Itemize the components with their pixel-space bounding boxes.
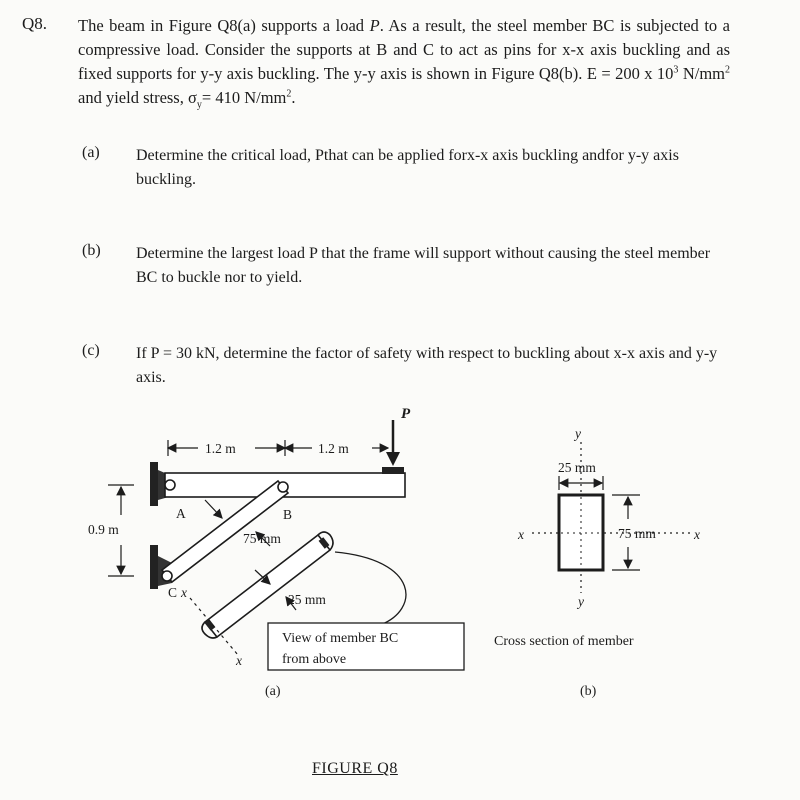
- load-symbol: P: [369, 16, 380, 35]
- width-label: 25 mm: [558, 460, 596, 475]
- yield-value: = 410 N/mm: [201, 88, 287, 107]
- question-number: Q8.: [22, 14, 48, 33]
- view-label-line1: View of member BC: [282, 631, 399, 646]
- modulus-exponent: 3: [673, 64, 679, 76]
- axis-x-top-label: x: [181, 585, 187, 600]
- figure-title: FIGURE Q8: [312, 760, 398, 777]
- load-label: P: [401, 406, 411, 422]
- dim-25-label: 25 mm: [288, 592, 326, 607]
- part-a-label: (a): [82, 144, 100, 161]
- modulus-unit-exponent: 2: [725, 64, 730, 76]
- yield-subscript: y: [196, 99, 202, 111]
- point-b-label: B: [283, 507, 293, 522]
- height-label-b: 75 mm: [618, 526, 656, 541]
- view-label-line2: from above: [282, 652, 347, 667]
- pin-a: [165, 480, 175, 490]
- axis-x-left-label: x: [518, 527, 524, 542]
- view-leader-curve: [335, 552, 406, 625]
- part-c-text: If P = 30 kN, determine the factor of safety with respect to buckling about x-x axis and y-y axis.: [136, 345, 718, 386]
- height-label: 0.9 m: [88, 522, 119, 537]
- cross-section-figure: [494, 426, 700, 699]
- axis-x-bottom-label: x: [236, 653, 242, 668]
- modulus-unit: N/mm: [678, 64, 725, 83]
- cross-section-title: Cross section of member: [494, 634, 634, 649]
- figure-b-caption: (b): [580, 684, 597, 699]
- dim-right-label: 1.2 m: [318, 441, 349, 456]
- dim-75-label: 75 mm: [243, 531, 281, 546]
- stem-part2: . As a result, the steel member BC is subjected to a compressive load. Consider the supports at B and C to act as pins for x-x axis buckling and as fixed supports for y-y axis buckling. The y-y axis is shown in Figure Q8(b).: [78, 16, 730, 83]
- wall-support-a: [150, 462, 158, 506]
- arrow-75-left: [205, 500, 222, 518]
- yield-exponent: 2: [286, 88, 292, 100]
- stem-part1: The beam in Figure Q8(a) supports a load: [78, 16, 370, 35]
- modulus-text: E = 200 x 10: [586, 64, 674, 83]
- part-c-label: (c): [82, 342, 100, 359]
- dim-left-label: 1.2 m: [205, 441, 236, 456]
- member-bc-top-view: [205, 535, 330, 637]
- axis-y-top-label: y: [575, 426, 581, 441]
- wall-support-c: [150, 545, 158, 589]
- axis-x-right-label: x: [694, 527, 700, 542]
- part-a-text: Determine the critical load, Pthat can be applied forx-x axis buckling andfor y-y axis buckling.: [136, 147, 679, 188]
- part-b-text: Determine the largest load P that the frame will support without causing the steel member BC to buckle nor to yield.: [136, 245, 711, 286]
- axis-y-bottom-label: y: [578, 594, 584, 609]
- yield-text: and yield stress, σ: [78, 88, 197, 107]
- load-arrow-head: [386, 452, 400, 466]
- point-a-label: A: [176, 506, 186, 521]
- point-c-label: C: [168, 585, 178, 600]
- part-b-label: (b): [82, 242, 101, 259]
- pin-c: [162, 571, 172, 581]
- load-plate: [382, 467, 404, 474]
- beam-frame: [88, 406, 464, 699]
- yield-end: .: [291, 88, 296, 107]
- pin-b: [278, 482, 288, 492]
- figure-a-caption: (a): [265, 684, 281, 699]
